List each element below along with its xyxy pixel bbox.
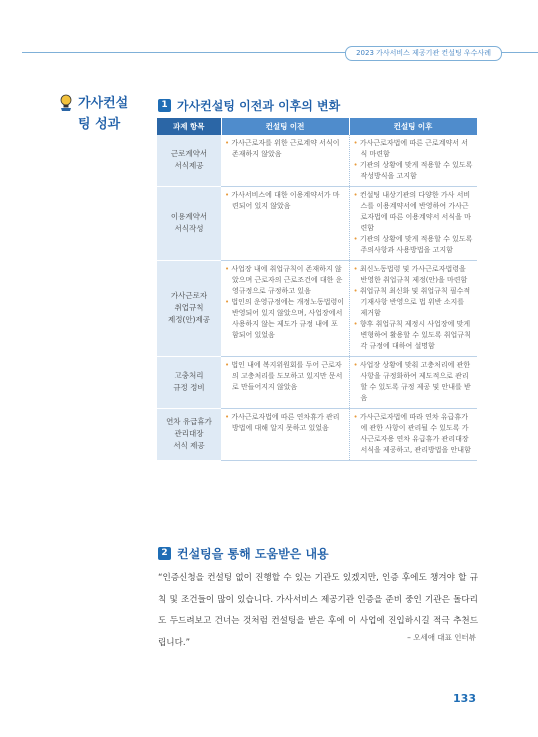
section-2-heading — [158, 545, 329, 562]
table-row — [157, 357, 477, 409]
task-cell — [157, 187, 221, 261]
column-header: 컨설팅 이후 — [349, 118, 477, 135]
table-row — [157, 261, 477, 357]
before-cell — [221, 135, 349, 187]
section-number: 2 — [158, 547, 171, 560]
task-cell — [157, 409, 221, 461]
table-row — [157, 187, 477, 261]
section-title: 가사컨설팅 이전과 이후의 변화 — [177, 99, 341, 113]
task-label-line: 이용계약서 — [170, 212, 208, 221]
task-label-line: 가사근로자 — [170, 291, 208, 300]
bullet-item: • 법인의 운영규정에는 개정노동법령이 반영되어 있지 않았으며, 사업장에서 사용하지 않는 제도가 규정 내에 포함되어 있었음 — [225, 297, 345, 341]
column-header: 과제 항목 — [157, 118, 221, 135]
task-label-line: 서식제공 — [174, 161, 204, 170]
bullet-item: • 가사근로자법에 따라 연차 유급휴가에 관한 사항이 관리될 수 있도록 가사근로자용 연차 유급휴가 관리대장 서식을 제공하고, 관리방법을 안내함 — [354, 412, 474, 456]
side-title: 가사컨설팅 성과 — [78, 96, 129, 132]
column-header: 컨설팅 이전 — [221, 118, 349, 135]
quote-attribution: – 오세애 대표 인터뷰 — [407, 633, 476, 642]
task-cell — [157, 357, 221, 409]
task-label-line: 고충처리 — [174, 371, 204, 380]
before-cell — [221, 409, 349, 461]
task-label-line: 관리대장 — [174, 429, 204, 438]
table-row — [157, 409, 477, 461]
after-cell — [349, 261, 477, 357]
before-cell — [221, 357, 349, 409]
bullet-item: • 가사근로자법에 따른 연차휴가 관리방법에 대해 알지 못하고 있었음 — [225, 412, 345, 434]
after-cell — [349, 135, 477, 187]
after-cell — [349, 357, 477, 409]
section-number: 1 — [158, 99, 171, 112]
task-label-line: 제정(안)제공 — [167, 315, 211, 324]
task-cell — [157, 135, 221, 187]
after-cell — [349, 409, 477, 461]
table-header-row — [157, 118, 477, 135]
bullet-item: • 법인 내에 복지위원회를 두어 근로자의 고충처리를 도모하고 있지만 문서로 만들어지지 않았음 — [225, 360, 345, 393]
lightbulb-hand-icon — [58, 94, 74, 112]
bullet-item: • 최신노동법령 및 가사근로자법령을 반영한 취업규칙 제정(안)을 마련함 — [354, 264, 474, 286]
bullet-item: • 향후 취업규칙 제정시 사업장에 맞게 변형하여 활용할 수 있도록 취업규칙 각 규정에 대하여 설명함 — [354, 319, 474, 352]
before-cell — [221, 187, 349, 261]
section-1-heading — [158, 97, 340, 114]
task-label-line: 서식 제공 — [173, 441, 205, 450]
task-cell — [157, 261, 221, 357]
task-label-line: 근로계약서 — [170, 149, 208, 158]
bullet-item: • 컨설팅 내상기관의 다양한 가사 서비스를 이용계약서에 반영하여 가사근로자법에 따른 이용계약서 서식을 마련함 — [354, 190, 474, 234]
interview-quote: “인증신청을 컨설팅 없이 진행할 수 있는 기관도 있겠지만, 인증 후에도 챙겨야 할 규칙 및 조건들이 많이 있습니다. 가사서비스 제공기관 인증을 준비 중인 기관은 돌다리도 두드려보고 건너는 것처럼 컨설팅을 받은 후에 이 사업에 진입하시길 적극 추천드립니다.” — [158, 573, 478, 648]
bullet-item: • 취업규칙 최신화 및 취업규칙 필수적 기재사항 반영으로 법 위반 소지를 제거함 — [354, 286, 474, 319]
task-label-line: 연차 유급휴가 — [166, 417, 212, 426]
bullet-item: • 가사근로자를 위한 근로계약 서식이 존재하지 않았음 — [225, 138, 345, 160]
section-title: 컨설팅을 통해 도움받은 내용 — [177, 547, 329, 561]
after-cell — [349, 187, 477, 261]
task-label-line: 규정 정비 — [173, 383, 205, 392]
bullet-item: • 사업장 상황에 맞춰 고충처리에 관한 사항을 규정화하여 제도적으로 관리할 수 있도록 규정 제공 및 안내를 받음 — [354, 360, 474, 404]
bullet-item: • 사업장 내에 취업규칙이 존재하지 않았으며 근로자의 근로조건에 대한 운영규정으로 규정하고 있음 — [225, 264, 345, 297]
task-label-line: 서식작성 — [174, 224, 204, 233]
bullet-item: • 기관의 상황에 맞게 적용할 수 있도록 주의사항과 사용방법을 고지함 — [354, 234, 474, 256]
before-cell — [221, 261, 349, 357]
bullet-item: • 가사서비스에 대한 이용계약서가 마련되어 있지 않았음 — [225, 190, 345, 212]
running-header: 2023 가사서비스 제공기관 컨설팅 우수사례 — [345, 46, 502, 61]
task-label-line: 취업규칙 — [174, 303, 204, 312]
table-row — [157, 135, 477, 187]
bullet-item: • 기관의 상황에 맞게 적용할 수 있도록 작성방식을 고지함 — [354, 160, 474, 182]
comparison-table — [157, 118, 478, 461]
page-number: 133 — [453, 692, 476, 705]
bullet-item: • 가사근로자법에 따른 근로계약서 서식 마련함 — [354, 138, 474, 160]
